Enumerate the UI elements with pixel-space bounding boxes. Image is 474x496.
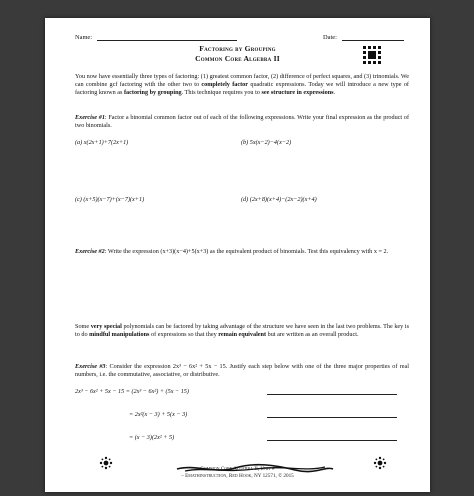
exercise-1-prompt [75,114,409,130]
exercise-3-step-1: 2x³ − 6x² + 5x − 15 = (2x³ − 6x²) + (5x − 15) [75,388,189,395]
exercise-3-step-3: = (x − 3)(2x² + 5) [129,434,175,441]
intro-bold-a: completely factor [201,81,249,89]
exercise-2-text: : Write the expression (x+3)(x−4)+5(x+3) as the equivalent product of binomials. Test this equivalency with x = 2. [104,248,389,255]
exercise-1b: (b) 5x(x−2)−4(x−2) [241,139,292,146]
exercise-3-text: : Consider the expression 2x³ − 6x² + 5x − 15. Justify each step below with one of the three major properties of real numbers, i.e. the commutative, associative, or distributive. [75,363,409,379]
worksheet-page [45,18,430,492]
exercise-3-step-2: = 2x²(x − 3) + 5(x − 3) [129,411,188,418]
exercise-1a: (a) x(2x+1)+7(2x+1) [75,139,129,146]
intro-text-b: quadratic expressions. Today we will introduce a new type of factoring known as [75,81,409,97]
name-blank [97,34,237,41]
special-bold-c: remain equivalent [218,331,267,339]
exercise-3-label: Exercise #3 [75,363,106,370]
intro-text-d: . [333,89,336,97]
scribble-mark [175,463,335,475]
intro-text-c: . This technique requires you to [181,89,262,97]
special-text-b: polynomials can be factored by taking advantage of the structure we have seen in the last two problems. The key is to do [75,323,409,339]
exercise-1-label: Exercise #1 [75,114,105,121]
special-text-c: of expressions so that they [149,331,219,339]
intro-text-a: You now have essentially three types of factoring: (1) greatest common factor, (2) difference of perfect squares, and (3) trinomials. We can combine gcf factoring with the other two to [75,73,409,89]
exercise-1d: (d) (2x+8)(x+4)−(2x−2)(x+4) [241,196,317,203]
exercise-3-prompt [75,363,409,379]
exercise-2-prompt [75,248,409,256]
course-title: Common Core Algebra II [195,54,280,63]
date-label: Date: [323,34,337,41]
step-2-justification-line[interactable] [267,417,397,418]
exercise-2-label: Exercise #2 [75,248,105,255]
date-blank [342,34,404,41]
exercise-1-text: : Factor a binomial common factor out of each of the following expressions. Write your final expression as the product of two binomials. [75,114,410,130]
intro-paragraph [75,73,409,98]
footer-line-2: – Emathinstruction, Red Hook, NY 12571, © 2015 [181,472,294,479]
intro-bold-b: factoring by grouping [123,89,182,97]
name-label: Name: [75,34,93,41]
special-bold-a: very special [90,323,122,330]
special-bold-b: mindful manipulations [89,331,150,339]
worksheet-title: Factoring by Grouping [199,44,276,53]
footer-line-1: Common Core Algebra II, Unit # [200,466,275,472]
step-1-justification-line[interactable] [267,394,397,395]
intro-bold-c: see structure in expressions [261,89,334,97]
special-text-a: Some [75,323,91,330]
special-paragraph [75,323,409,339]
special-text-d: but are written as an overall product. [266,331,359,339]
step-3-justification-line[interactable] [267,440,397,441]
exercise-1c: (c) (x+5)(x−7)+(x−7)(x+1) [75,196,145,203]
